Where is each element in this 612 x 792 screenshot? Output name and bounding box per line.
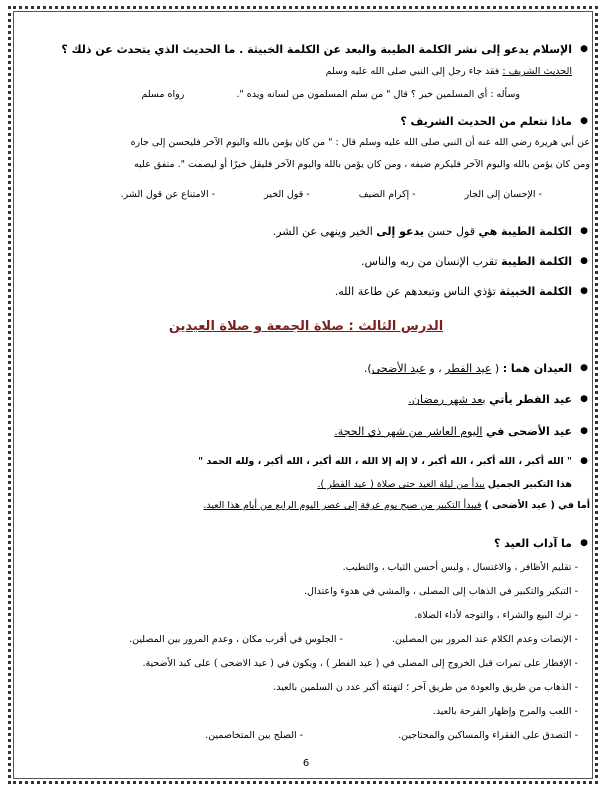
adab-item: - ترك البيع والشراء ، والتوجه لأداء الصلاة. <box>414 610 578 621</box>
adab-item: - التبكير والتكبير في الذهاب إلى المصلى ، والمشي في هدوء واعتدال. <box>304 586 578 597</box>
adab-item: - الإنصات وعدم الكلام عند المرور بين المصلين. - الجلوس في أقرب مكان ، وعدم المرور بين المصلين. <box>129 634 578 645</box>
hadith-1-line-2: وسأله : أي المسلمين خير ؟ قال " من سلم المسلمون من لسانه ويده ". رواه مسلم <box>141 89 520 100</box>
hadith-2-line-1: عن أبي هريرة رضي الله عنه أن النبي صلى الله عليه وسلم قال : " من كان يؤمن بالله واليوم الآخر فليحسن إلى جاره <box>130 137 590 148</box>
bullet-icon: ● <box>580 256 588 266</box>
bullet-icon: ● <box>580 44 588 54</box>
bullet-icon: ● <box>580 426 588 436</box>
takbir-adha: أما في ( عيد الأضحى ) فيبدأ التكبير من صبح يوم عرفة إلى عصر اليوم الرابع من أيام هذا العيد. <box>203 500 590 511</box>
adab-question: ● ما آداب العيد ؟ <box>493 537 588 550</box>
lesson-title: الدرس الثالث : صلاة الجمعة و صلاة العيدين <box>168 319 444 334</box>
bullet-icon: ● <box>580 116 588 126</box>
adha-line: ● عيد الأضحى في اليوم العاشر من شهر ذي الحجة. <box>334 425 588 438</box>
lessons-list: - الإحسان إلى الجار - إكرام الضيف - قول الخير - الامتناع عن قول الشر. <box>120 189 542 200</box>
hadith-2-line-2: ومن كان يؤمن بالله واليوم الآخر فليكرم ضيفه ، ومن كان يؤمن بالله واليوم الآخر فليقل خيرًا أو ليصمت ". متفق عليه <box>134 159 590 170</box>
page-number: 6 <box>302 758 310 769</box>
definition-good-word: ● الكلمة الطيبة هي قول حسن يدعو إلى الخير وينهى عن الشر. <box>272 225 588 238</box>
adab-item: - التصدق على الفقراء والمساكين والمحتاجين. - الصلح بين المتخاصمين. <box>205 730 578 741</box>
eids-line: ● العيدان هما : ( عيد الفطر ، و عيد الأضحى). <box>363 362 588 375</box>
bullet-icon: ● <box>580 363 588 373</box>
bullet-icon: ● <box>580 456 588 466</box>
bullet-icon: ● <box>580 538 588 548</box>
takbir-text: ● " الله أكبر ، الله أكبر ، الله أكبر ، لا إله إلا الله ، الله أكبر ، الله أكبر ، ولله الحمد " <box>198 456 588 467</box>
adab-item: - تقليم الأظافر ، والاغتسال ، ولبس أحسن الثياب ، والتطيب. <box>342 562 578 573</box>
question-1: ● الإسلام يدعو إلى نشر الكلمة الطيبة والبعد عن الكلمة الخبيثة . ما الحديث الذي يتحدث عن ذلك ؟ <box>61 43 588 56</box>
fitr-line: ● عيد الفطر يأتي بعد شهر رمضان. <box>408 393 588 406</box>
adab-item: - الذهاب من طريق والعودة من طريق آخر ؛ لتهنئة أكبر عدد ن السلمين بالعيد. <box>273 682 578 693</box>
bullet-icon: ● <box>580 394 588 404</box>
question-2: ● ماذا نتعلم من الحديث الشريف ؟ <box>400 115 588 128</box>
definition-good-word-effect: ● الكلمة الطيبة تقرب الإنسان من ربه والناس. <box>361 255 588 268</box>
takbir-fitr: هذا التكبير الجميل يبدأ من ليلة العيد حتى صلاة ( عيد الفطر ). <box>317 479 572 490</box>
bullet-icon: ● <box>580 286 588 296</box>
definition-bad-word: ● الكلمة الخبيثة تؤذي الناس وتبعدهم عن طاعة الله. <box>334 285 588 298</box>
adab-item: - الإفطار على تمرات قبل الخروج إلى المصلى في ( عيد الفطر ) ، ويكون في ( عيد الاضحى ) على كبد الأضحية. <box>142 658 578 669</box>
bullet-icon: ● <box>580 226 588 236</box>
hadith-1-line-1: الحديث الشريف : فقد جاء رجل إلى النبي صلى الله عليه وسلم <box>325 66 572 77</box>
adab-item: - اللعب والمرح وإظهار الفرحة بالعيد. <box>432 706 578 717</box>
